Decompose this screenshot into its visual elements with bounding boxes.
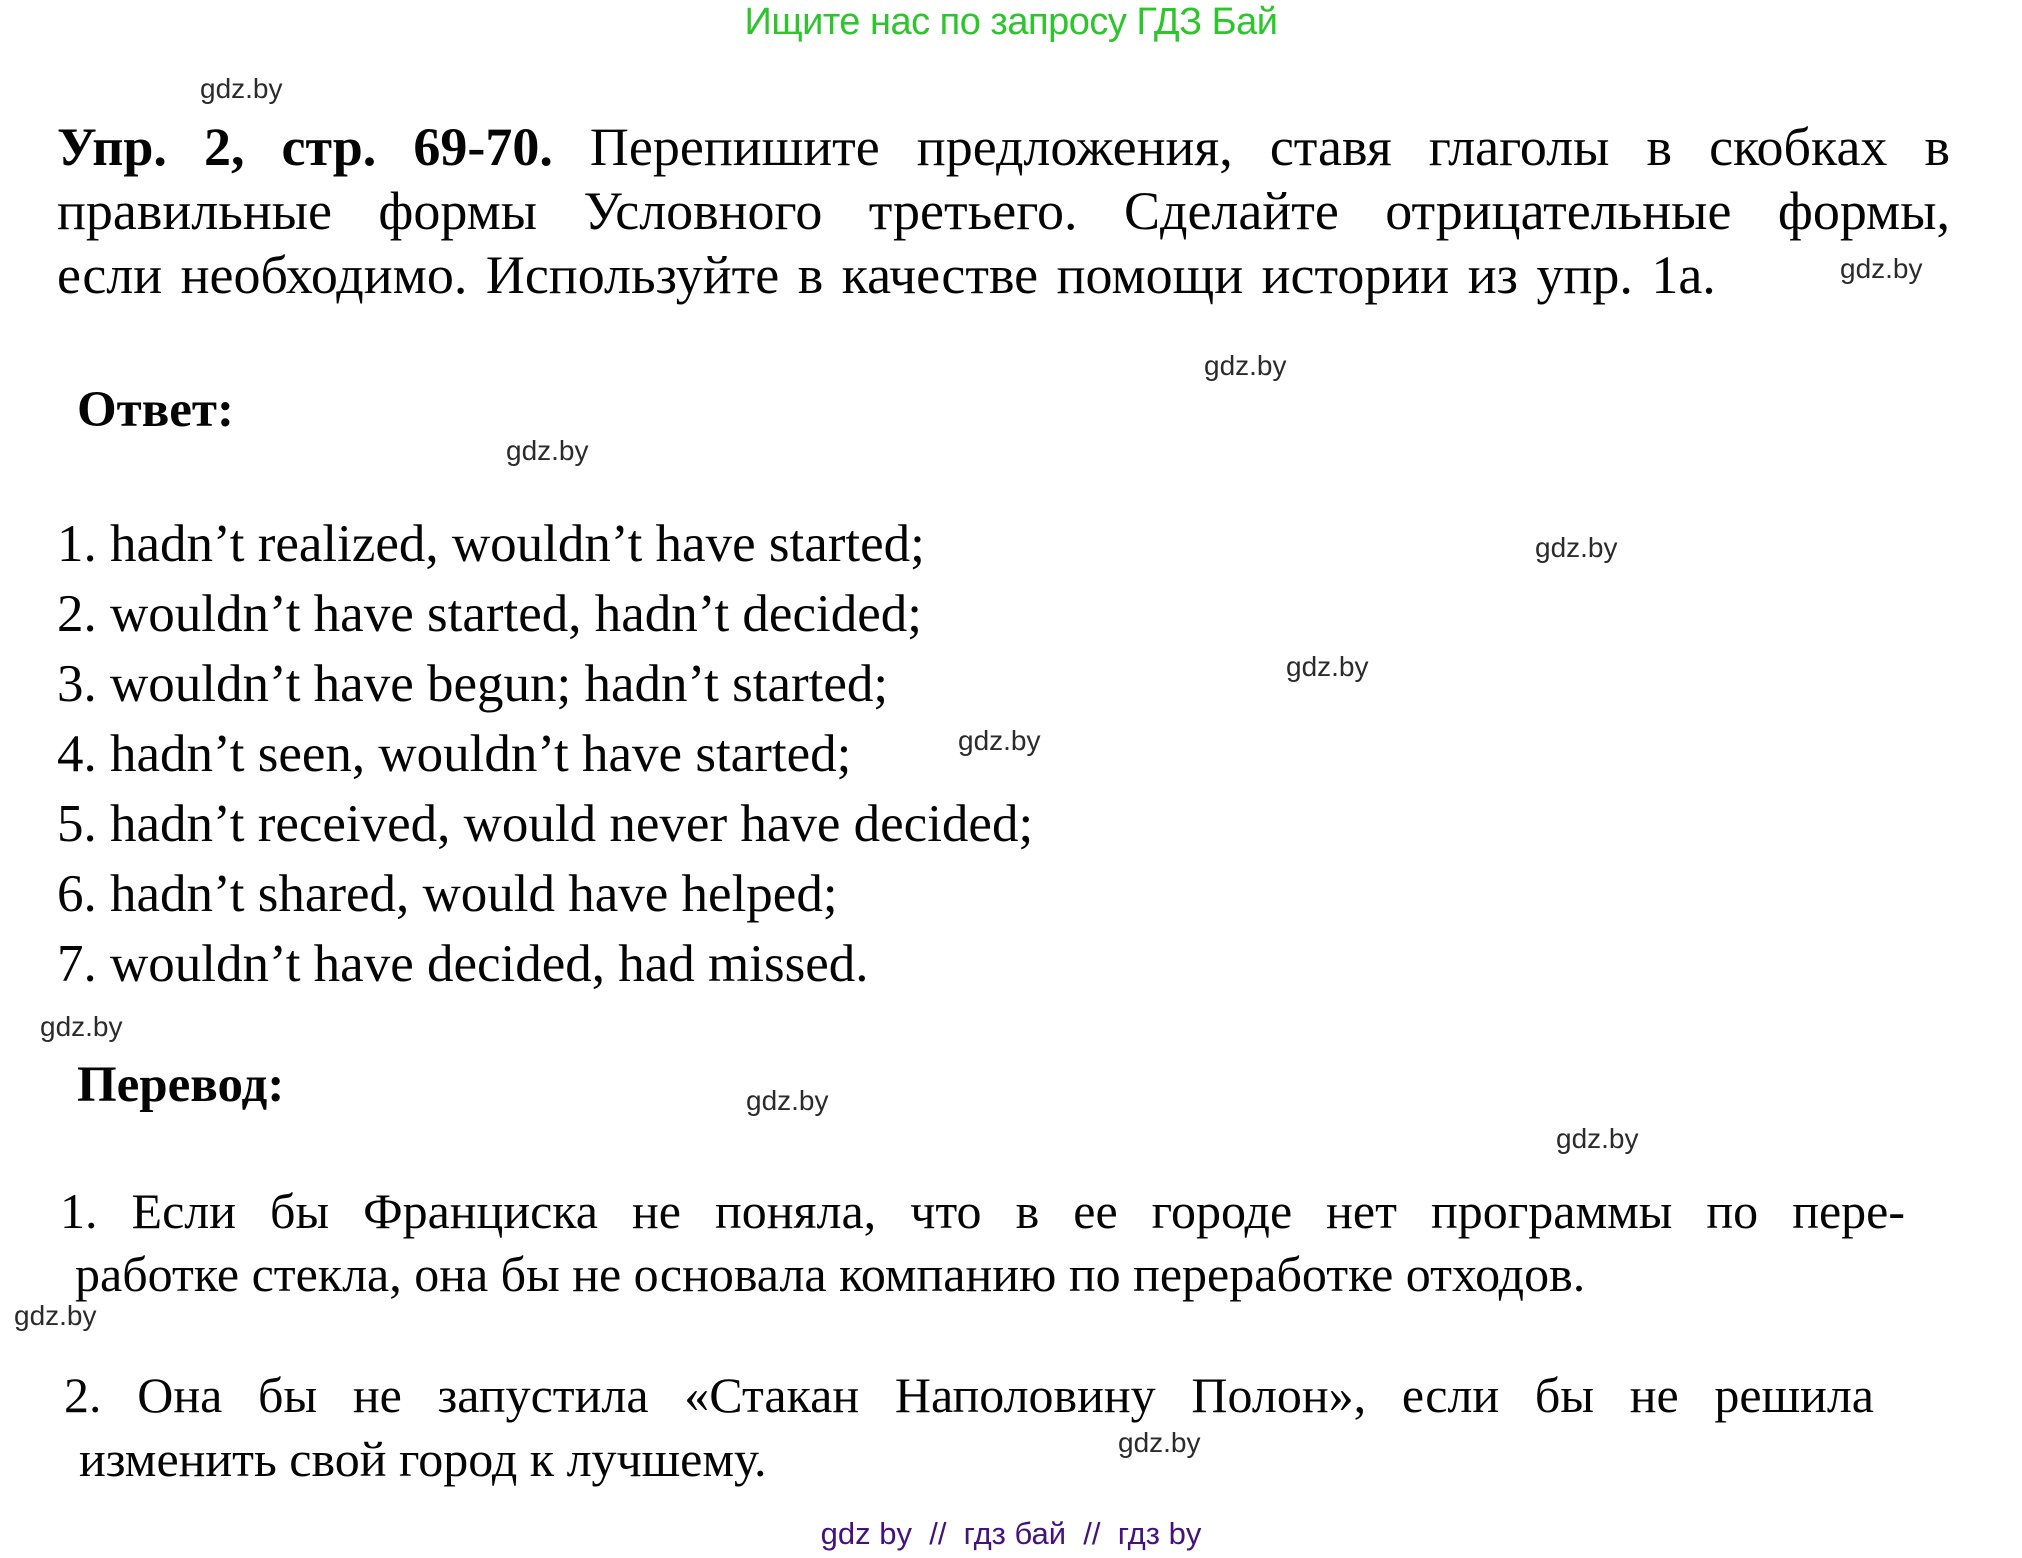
- answer-item-1: 1. hadn’t realized, wouldn’t have started;: [57, 515, 925, 573]
- translation-paragraph-2: [64, 1363, 1874, 1491]
- translation-1-line-1: 1. Если бы Франциска не поняла, что в ее городе нет программы по пере-: [60, 1183, 1905, 1239]
- translation-1-line-2: работке стекла, она бы не основала компанию по переработке отходов.: [75, 1246, 1586, 1302]
- translation-heading: Перевод:: [77, 1057, 285, 1113]
- task-line-2: правильные формы Условного третьего. Сделайте отрицательные формы,: [57, 181, 1950, 241]
- answer-item-6: 6. hadn’t shared, would have helped;: [57, 865, 838, 923]
- watermark-gdz-by: gdz.by: [746, 1085, 829, 1116]
- watermark-gdz-by: gdz.by: [1556, 1123, 1639, 1154]
- watermark-gdz-by: gdz.by: [1118, 1427, 1201, 1458]
- translation-paragraph-1: [60, 1180, 1905, 1306]
- task-line-1-text: Перепишите предложения, ставя глаголы в скобках в: [552, 117, 1951, 177]
- answer-heading: Ответ:: [77, 382, 234, 438]
- answer-item-4: 4. hadn’t seen, wouldn’t have started;: [57, 725, 852, 783]
- task-line-1: [57, 115, 1950, 179]
- watermark-gdz-by: gdz.by: [506, 435, 589, 466]
- watermark-gdz-by: gdz.by: [1535, 532, 1618, 563]
- answer-item-5: 5. hadn’t received, would never have decided;: [57, 795, 1034, 853]
- translation-2-line-1: 2. Она бы не запустила «Стакан Наполовину Полон», если бы не решила: [64, 1367, 1874, 1423]
- task-line-3: если необходимо. Используйте в качестве помощи истории из упр. 1а.: [57, 245, 1716, 305]
- translation-2-line-2: изменить свой город к лучшему.: [79, 1431, 767, 1487]
- watermark-gdz-by: gdz.by: [1204, 350, 1287, 381]
- exercise-number: Упр. 2, стр. 69-70.: [57, 117, 553, 177]
- watermark-gdz-by: gdz.by: [958, 725, 1041, 756]
- watermark-gdz-by: gdz.by: [14, 1300, 97, 1331]
- watermark-gdz-by: gdz.by: [40, 1011, 123, 1042]
- answer-item-2: 2. wouldn’t have started, hadn’t decided;: [57, 585, 922, 643]
- task-statement: [57, 115, 1950, 307]
- promo-banner-text: Ищите нас по запросу ГДЗ Бай: [744, 1, 1278, 43]
- answer-list: [57, 509, 1033, 999]
- watermark-gdz-by: gdz.by: [1840, 253, 1923, 284]
- watermark-gdz-by: gdz.by: [1286, 651, 1369, 682]
- site-footer-text: gdz by // гдз бай // гдз by: [820, 1516, 1202, 1551]
- answer-item-3: 3. wouldn’t have begun; hadn’t started;: [57, 655, 889, 713]
- answer-item-7: 7. wouldn’t have decided, had missed.: [57, 935, 869, 993]
- watermark-gdz-by: gdz.by: [200, 73, 283, 104]
